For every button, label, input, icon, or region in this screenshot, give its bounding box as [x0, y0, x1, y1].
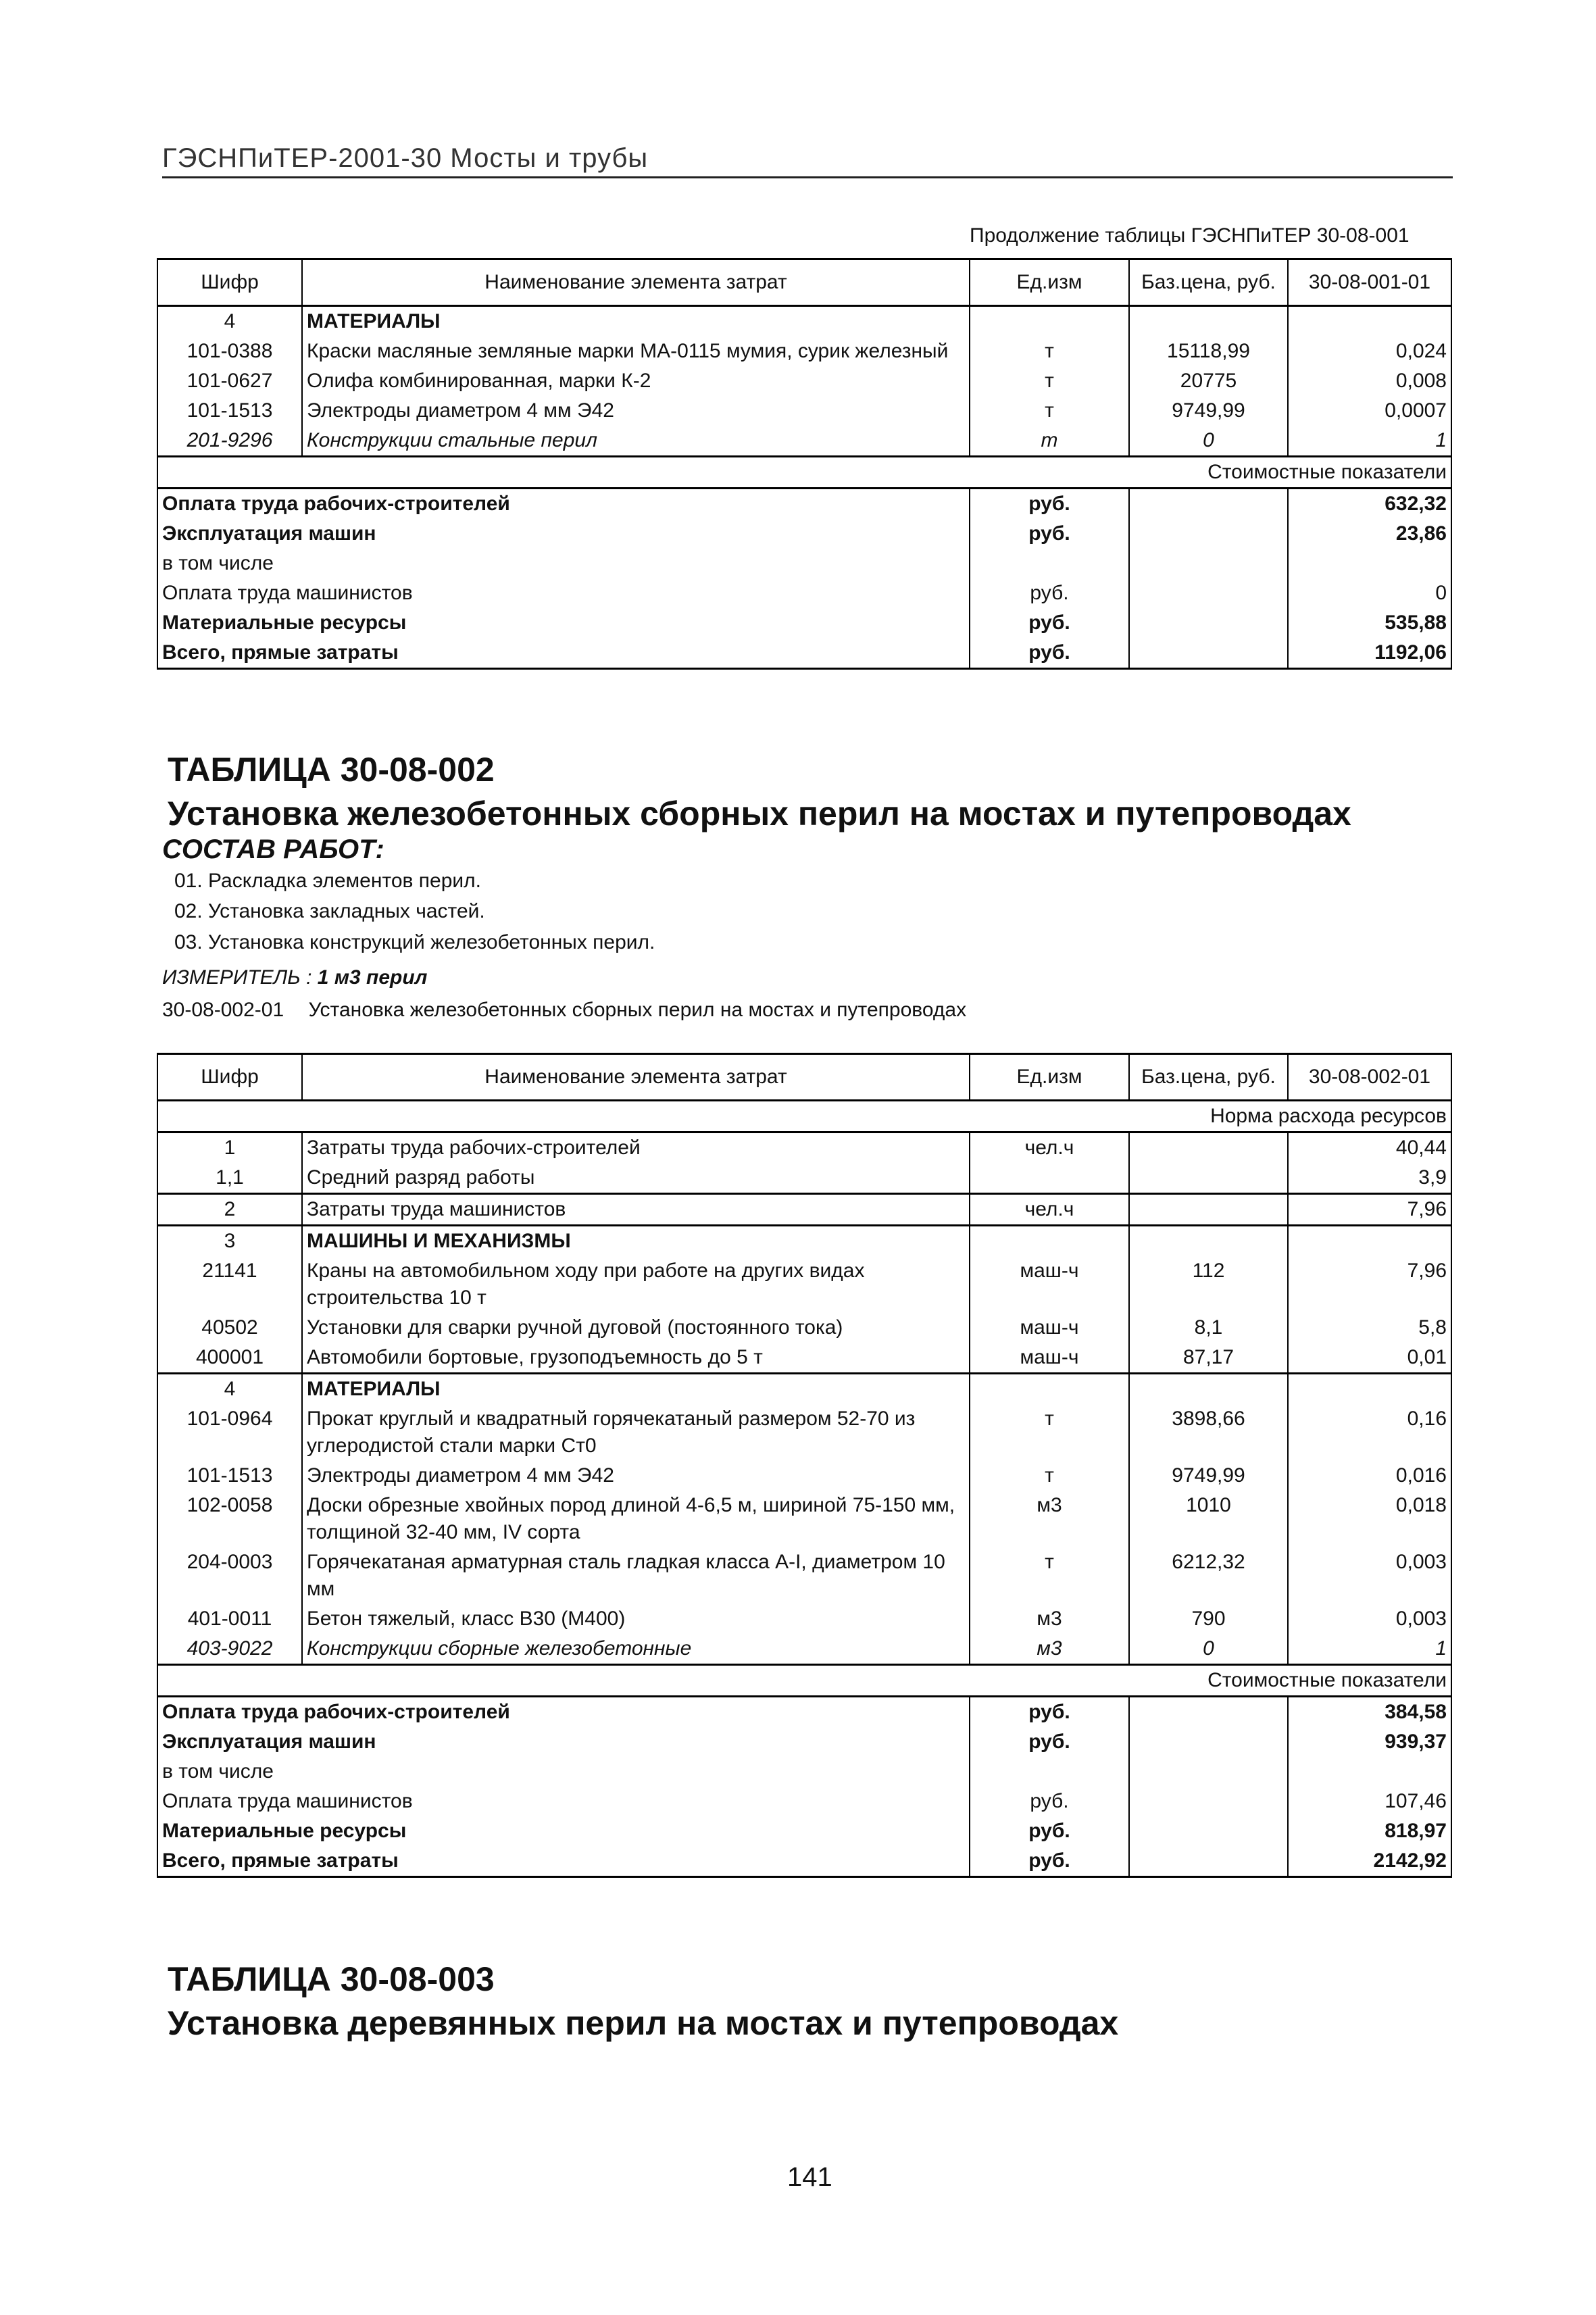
row-code: 4 — [157, 1374, 302, 1405]
row-code: 2 — [157, 1194, 302, 1226]
column-header: Ед.изм — [970, 259, 1129, 306]
row-unit — [970, 306, 1129, 337]
totals-row — [157, 608, 1451, 638]
row-name: Краски масляные земляные марки МА-0115 мумия, сурик железный — [302, 337, 970, 366]
row-name: МАШИНЫ И МЕХАНИЗМЫ — [302, 1226, 970, 1257]
row-name: Конструкции стальные перил — [302, 426, 970, 457]
totals-unit: руб. — [970, 1846, 1129, 1877]
section-row — [157, 1101, 1451, 1132]
table-number-heading: ТАБЛИЦА 30-08-002 — [168, 751, 495, 789]
table-row — [157, 1547, 1451, 1604]
works-heading: СОСТАВ РАБОТ: — [162, 835, 384, 864]
totals-value: 107,46 — [1288, 1787, 1451, 1816]
totals-unit: руб. — [970, 489, 1129, 520]
row-price: 9749,99 — [1129, 1461, 1288, 1491]
table-header-row — [157, 259, 1451, 306]
totals-row — [157, 549, 1451, 578]
row-price: 8,1 — [1129, 1313, 1288, 1343]
totals-value — [1288, 549, 1451, 578]
item-name: Установка железобетонных сборных перил на мостах и путепроводах — [308, 999, 967, 1021]
row-value — [1288, 306, 1451, 337]
totals-value: 1192,06 — [1288, 638, 1451, 669]
row-name: Бетон тяжелый, класс В30 (М400) — [302, 1604, 970, 1634]
section-heading: Норма расхода ресурсов — [157, 1101, 1451, 1132]
column-header: Наименование элемента затрат — [302, 1054, 970, 1101]
row-name: Средний разряд работы — [302, 1163, 970, 1194]
row-unit: маш-ч — [970, 1313, 1129, 1343]
row-unit — [970, 1226, 1129, 1257]
table-header-row — [157, 1054, 1451, 1101]
totals-unit: руб. — [970, 519, 1129, 549]
row-price: 20775 — [1129, 366, 1288, 396]
totals-row — [157, 1757, 1451, 1787]
totals-label: Материальные ресурсы — [157, 608, 970, 638]
row-unit: м3 — [970, 1491, 1129, 1547]
row-value: 5,8 — [1288, 1313, 1451, 1343]
totals-label: Оплата труда машинистов — [157, 578, 970, 608]
totals-value: 818,97 — [1288, 1816, 1451, 1846]
row-value: 0,008 — [1288, 366, 1451, 396]
row-value: 0,003 — [1288, 1547, 1451, 1604]
section-heading: Стоимостные показатели — [157, 1665, 1451, 1697]
totals-row — [157, 638, 1451, 669]
row-unit: м3 — [970, 1604, 1129, 1634]
table-row — [157, 337, 1451, 366]
totals-value: 384,58 — [1288, 1697, 1451, 1728]
column-header: Баз.цена, руб. — [1129, 259, 1288, 306]
row-price: 0 — [1129, 1634, 1288, 1665]
table-row — [157, 1194, 1451, 1226]
totals-label: Всего, прямые затраты — [157, 1846, 970, 1877]
row-value: 3,9 — [1288, 1163, 1451, 1194]
row-unit: т — [970, 337, 1129, 366]
row-unit: м3 — [970, 1634, 1129, 1665]
column-header: Наименование элемента затрат — [302, 259, 970, 306]
totals-row — [157, 519, 1451, 549]
totals-unit — [970, 549, 1129, 578]
totals-row — [157, 578, 1451, 608]
row-name: Установки для сварки ручной дуговой (постоянного тока) — [302, 1313, 970, 1343]
row-code: 3 — [157, 1226, 302, 1257]
table-title: Установка железобетонных сборных перил на мостах и путепроводах — [168, 795, 1351, 832]
row-price — [1129, 1132, 1288, 1164]
row-unit: т — [970, 1547, 1129, 1604]
row-price — [1129, 1194, 1288, 1226]
work-item: 01. Раскладка элементов перил. — [174, 870, 481, 892]
row-code: 4 — [157, 306, 302, 337]
table-row — [157, 366, 1451, 396]
totals-label: Эксплуатация машин — [157, 1727, 970, 1757]
totals-label: в том числе — [157, 549, 970, 578]
running-header: ГЭСНПиТЕР-2001-30 Мосты и трубы — [162, 143, 1453, 178]
totals-unit: руб. — [970, 1727, 1129, 1757]
row-value: 7,96 — [1288, 1256, 1451, 1313]
work-item: 02. Установка закладных частей. — [174, 900, 485, 922]
work-item: 03. Установка конструкций железобетонных перил. — [174, 931, 655, 953]
row-unit: т — [970, 396, 1129, 426]
column-header: Баз.цена, руб. — [1129, 1054, 1288, 1101]
table-row — [157, 1374, 1451, 1405]
table-row — [157, 1313, 1451, 1343]
row-code: 101-0388 — [157, 337, 302, 366]
row-unit: чел.ч — [970, 1132, 1129, 1164]
row-price: 6212,32 — [1129, 1547, 1288, 1604]
table-number-heading: ТАБЛИЦА 30-08-003 — [168, 1960, 495, 1998]
measure-label: ИЗМЕРИТЕЛЬ : — [162, 966, 312, 989]
column-header: Шифр — [157, 259, 302, 306]
totals-value: 2142,92 — [1288, 1846, 1451, 1877]
row-unit: т — [970, 366, 1129, 396]
table-row — [157, 426, 1451, 457]
totals-value: 0 — [1288, 578, 1451, 608]
row-unit: чел.ч — [970, 1194, 1129, 1226]
row-name: Конструкции сборные железобетонные — [302, 1634, 970, 1665]
row-name: Затраты труда рабочих-строителей — [302, 1132, 970, 1164]
row-code: 400001 — [157, 1343, 302, 1374]
section-row — [157, 457, 1451, 489]
table-row — [157, 396, 1451, 426]
table-continuation-note: Продолжение таблицы ГЭСНПиТЕР 30-08-001 — [970, 224, 1410, 247]
table-row — [157, 1404, 1451, 1461]
section-row — [157, 1665, 1451, 1697]
totals-label: Оплата труда рабочих-строителей — [157, 1697, 970, 1728]
column-header: 30-08-002-01 — [1288, 1054, 1451, 1101]
row-price — [1129, 306, 1288, 337]
row-name: Краны на автомобильном ходу при работе на других видах строительства 10 т — [302, 1256, 970, 1313]
table-row — [157, 1256, 1451, 1313]
table-30-08-001-continuation — [157, 258, 1452, 670]
row-price: 0 — [1129, 426, 1288, 457]
totals-value — [1288, 1757, 1451, 1787]
row-unit — [970, 1374, 1129, 1405]
row-unit: маш-ч — [970, 1343, 1129, 1374]
totals-unit: руб. — [970, 578, 1129, 608]
totals-row — [157, 1816, 1451, 1846]
table-title: Установка деревянных перил на мостах и путепроводах — [168, 2004, 1119, 2042]
row-unit — [970, 1163, 1129, 1194]
row-name: МАТЕРИАЛЫ — [302, 306, 970, 337]
table-30-08-002 — [157, 1053, 1452, 1878]
table-row — [157, 306, 1451, 337]
item-code: 30-08-002-01 — [162, 999, 284, 1021]
row-value: 0,0007 — [1288, 396, 1451, 426]
row-code: 101-0627 — [157, 366, 302, 396]
row-price — [1129, 1374, 1288, 1405]
totals-label: Всего, прямые затраты — [157, 638, 970, 669]
totals-row — [157, 1727, 1451, 1757]
row-value: 7,96 — [1288, 1194, 1451, 1226]
page-number: 141 — [787, 2162, 832, 2192]
totals-row — [157, 1846, 1451, 1877]
row-name: Электроды диаметром 4 мм Э42 — [302, 396, 970, 426]
row-price: 3898,66 — [1129, 1404, 1288, 1461]
totals-unit: руб. — [970, 608, 1129, 638]
table-row — [157, 1461, 1451, 1491]
row-code: 1,1 — [157, 1163, 302, 1194]
totals-value: 23,86 — [1288, 519, 1451, 549]
row-value: 1 — [1288, 426, 1451, 457]
row-name: МАТЕРИАЛЫ — [302, 1374, 970, 1405]
row-code: 21141 — [157, 1256, 302, 1313]
row-code: 401-0011 — [157, 1604, 302, 1634]
totals-label: Оплата труда рабочих-строителей — [157, 489, 970, 520]
column-header: 30-08-001-01 — [1288, 259, 1451, 306]
row-name: Затраты труда машинистов — [302, 1194, 970, 1226]
row-value — [1288, 1226, 1451, 1257]
totals-unit: руб. — [970, 638, 1129, 669]
row-code: 101-1513 — [157, 1461, 302, 1491]
row-name: Горячекатаная арматурная сталь гладкая класса А-I, диаметром 10 мм — [302, 1547, 970, 1604]
row-value: 0,16 — [1288, 1404, 1451, 1461]
row-name: Электроды диаметром 4 мм Э42 — [302, 1461, 970, 1491]
totals-value: 939,37 — [1288, 1727, 1451, 1757]
table-row — [157, 1343, 1451, 1374]
row-unit: т — [970, 1461, 1129, 1491]
totals-unit: руб. — [970, 1787, 1129, 1816]
row-code: 201-9296 — [157, 426, 302, 457]
column-header: Шифр — [157, 1054, 302, 1101]
table-row — [157, 1604, 1451, 1634]
row-price: 112 — [1129, 1256, 1288, 1313]
row-unit: т — [970, 1404, 1129, 1461]
row-price: 790 — [1129, 1604, 1288, 1634]
row-code: 101-1513 — [157, 396, 302, 426]
row-code: 40502 — [157, 1313, 302, 1343]
row-price — [1129, 1226, 1288, 1257]
totals-label: Эксплуатация машин — [157, 519, 970, 549]
row-price: 87,17 — [1129, 1343, 1288, 1374]
totals-unit: руб. — [970, 1816, 1129, 1846]
totals-unit — [970, 1757, 1129, 1787]
row-code: 403-9022 — [157, 1634, 302, 1665]
row-name: Олифа комбинированная, марки К-2 — [302, 366, 970, 396]
row-unit: т — [970, 426, 1129, 457]
totals-row — [157, 1697, 1451, 1728]
table-row — [157, 1634, 1451, 1665]
totals-row — [157, 1787, 1451, 1816]
row-value: 0,01 — [1288, 1343, 1451, 1374]
row-value: 0,018 — [1288, 1491, 1451, 1547]
row-value: 0,024 — [1288, 337, 1451, 366]
measure-line — [162, 966, 427, 989]
totals-unit: руб. — [970, 1697, 1129, 1728]
totals-label: в том числе — [157, 1757, 970, 1787]
row-price — [1129, 1163, 1288, 1194]
row-code: 101-0964 — [157, 1404, 302, 1461]
row-name: Доски обрезные хвойных пород длиной 4-6,5 м, шириной 75-150 мм, толщиной 32-40 мм, IV сорта — [302, 1491, 970, 1547]
totals-value: 632,32 — [1288, 489, 1451, 520]
totals-label: Оплата труда машинистов — [157, 1787, 970, 1816]
row-code: 1 — [157, 1132, 302, 1164]
totals-value: 535,88 — [1288, 608, 1451, 638]
row-name: Автомобили бортовые, грузоподъемность до 5 т — [302, 1343, 970, 1374]
table-row — [157, 1163, 1451, 1194]
table-row — [157, 1132, 1451, 1164]
section-heading: Стоимостные показатели — [157, 457, 1451, 489]
row-code: 204-0003 — [157, 1547, 302, 1604]
row-value: 40,44 — [1288, 1132, 1451, 1164]
row-price: 15118,99 — [1129, 337, 1288, 366]
row-price: 9749,99 — [1129, 396, 1288, 426]
measure-value: 1 м3 перил — [317, 966, 428, 989]
row-value: 0,016 — [1288, 1461, 1451, 1491]
totals-row — [157, 489, 1451, 520]
row-value: 1 — [1288, 1634, 1451, 1665]
row-code: 102-0058 — [157, 1491, 302, 1547]
column-header: Ед.изм — [970, 1054, 1129, 1101]
row-price: 1010 — [1129, 1491, 1288, 1547]
row-unit: маш-ч — [970, 1256, 1129, 1313]
table-row — [157, 1226, 1451, 1257]
row-value: 0,003 — [1288, 1604, 1451, 1634]
row-name: Прокат круглый и квадратный горячекатаный размером 52-70 из углеродистой стали марки Ст0 — [302, 1404, 970, 1461]
totals-label: Материальные ресурсы — [157, 1816, 970, 1846]
row-value — [1288, 1374, 1451, 1405]
table-row — [157, 1491, 1451, 1547]
item-line — [162, 999, 985, 1022]
